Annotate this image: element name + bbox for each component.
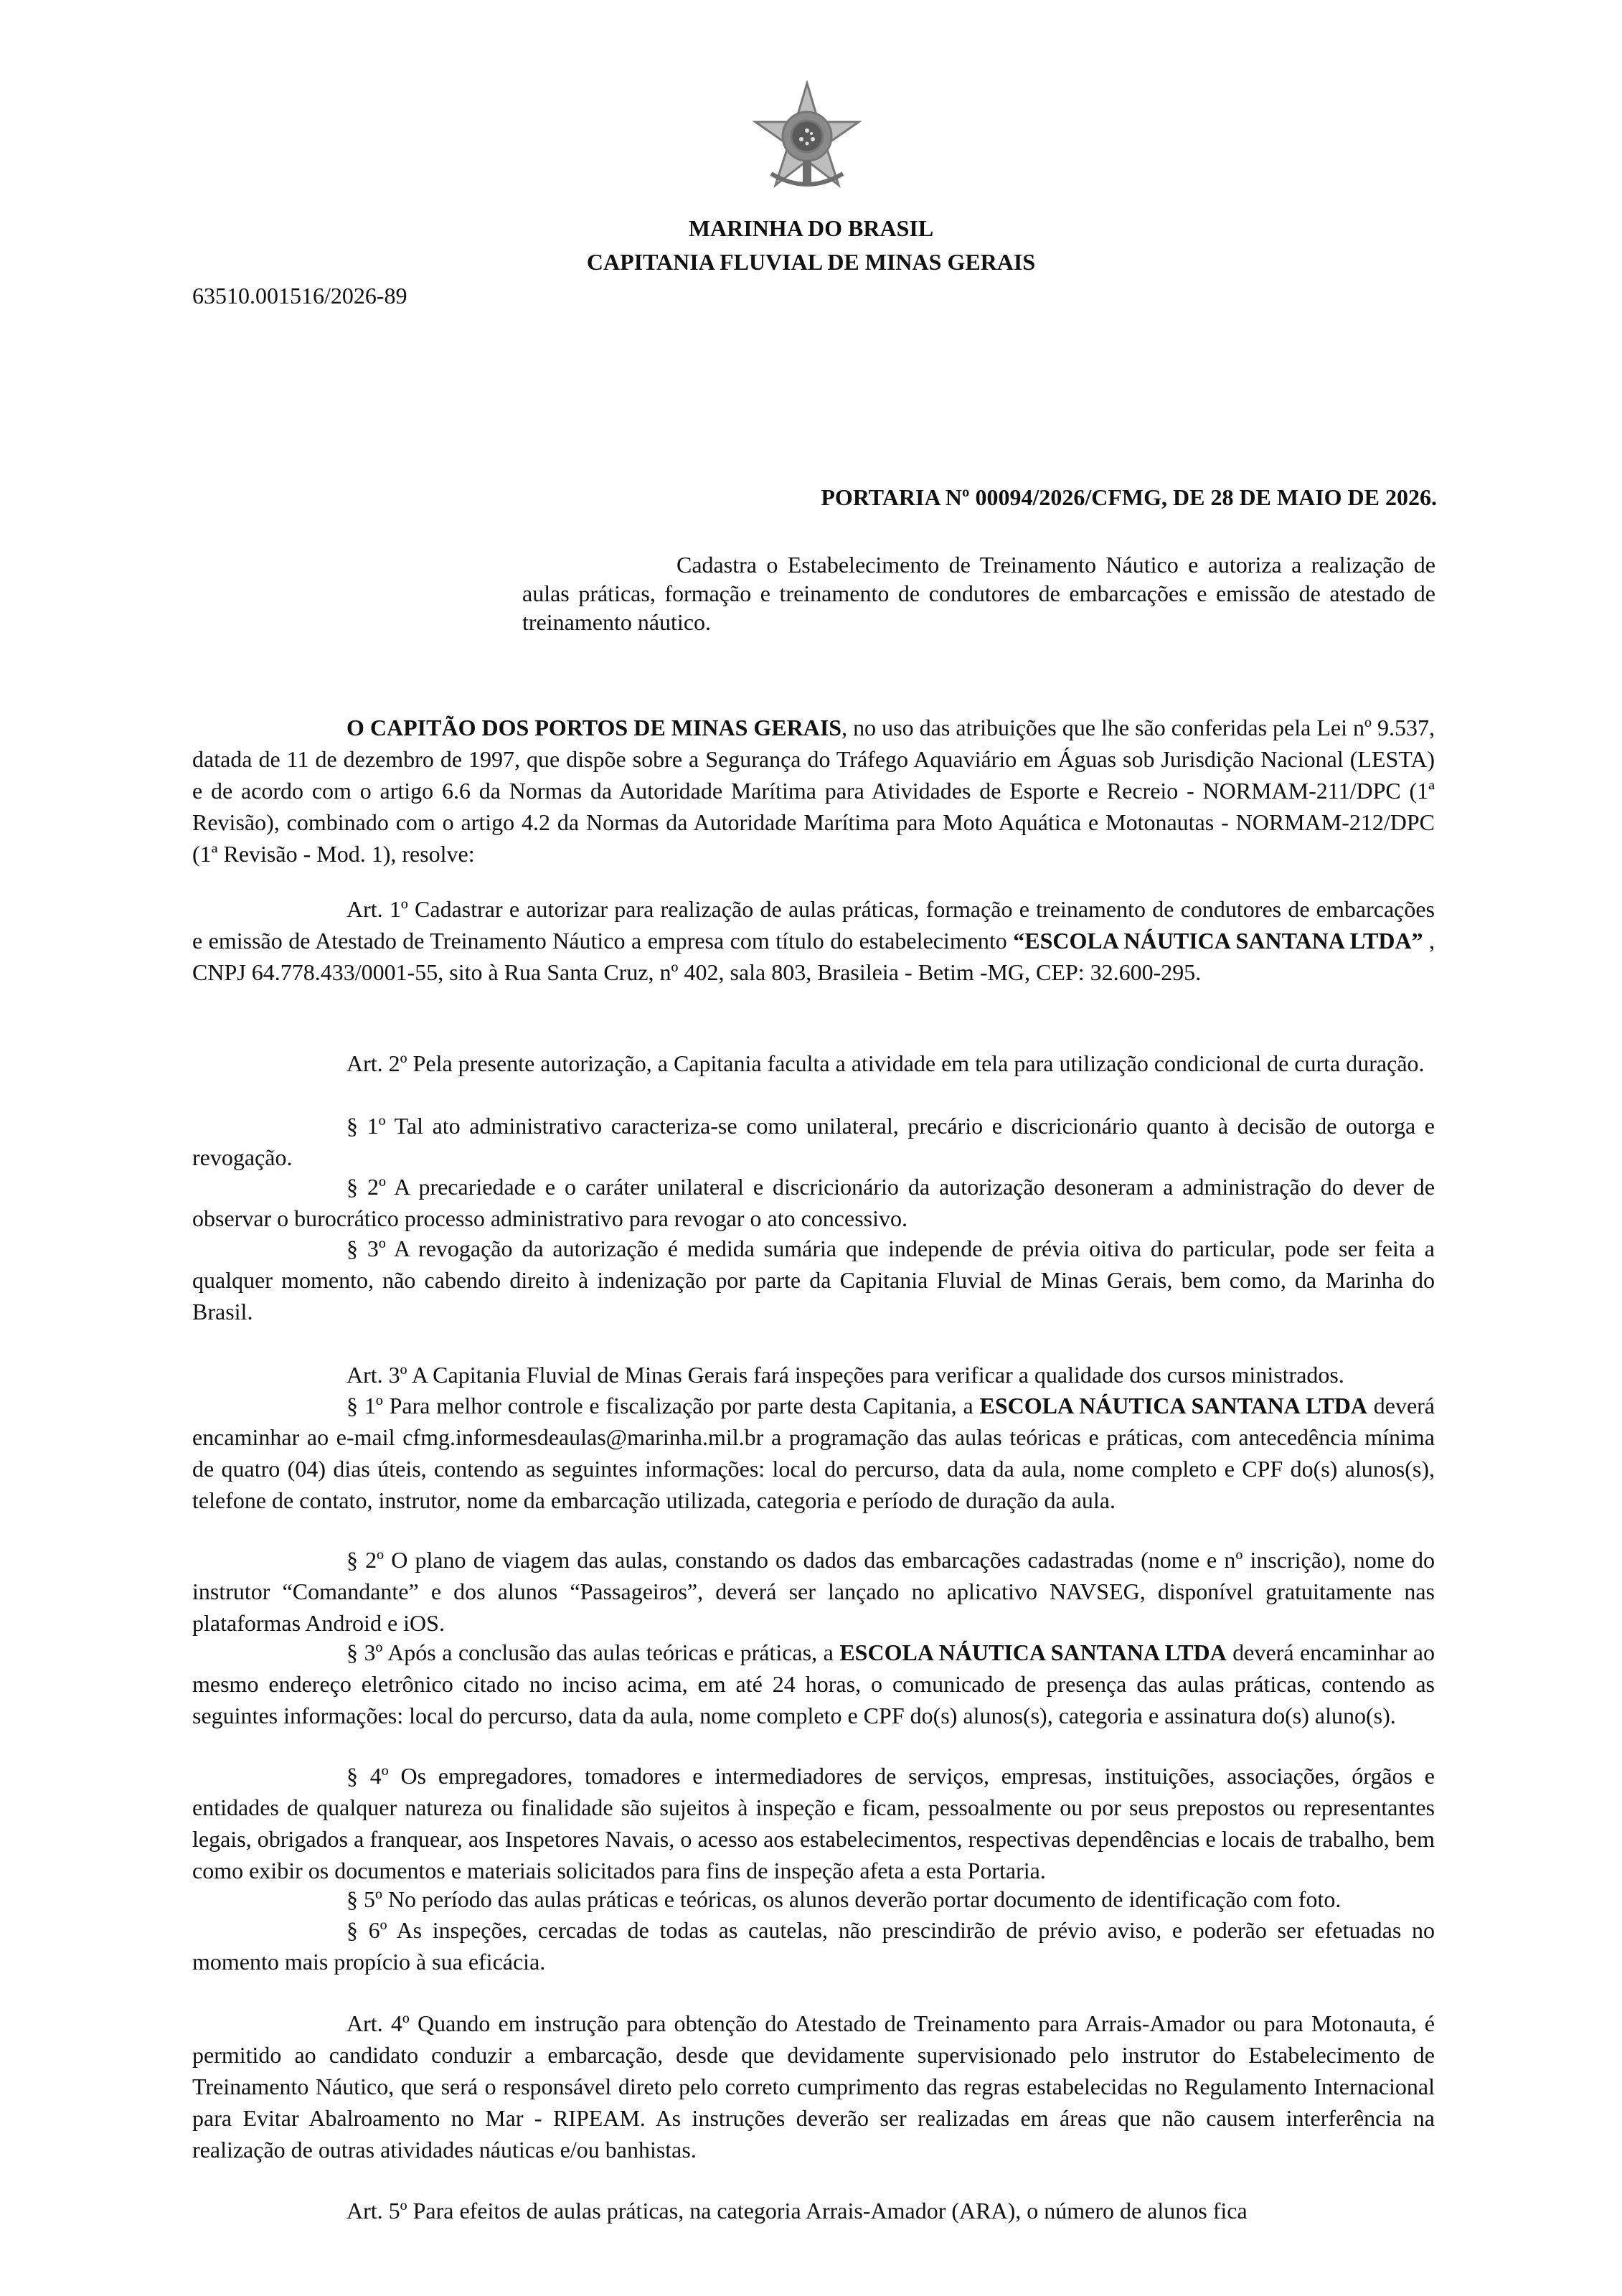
art2-paragraph-3: § 3º A revogação da autorização é medida sumária que independe de prévia oitiva do particular, pode ser feita a qualquer momento, não cabendo direito à indenização por parte da Capitania Fluvial de Minas Gerais, bem como, da Marinha do Brasil. xyxy=(192,1236,1435,1325)
art2-paragraph-1: § 1º Tal ato administrativo caracteriza-se como unilateral, precário e discricionário quanto à decisão de outorga e revogação. xyxy=(192,1113,1435,1170)
art5-paragraph: Art. 5º Para efeitos de aulas práticas, na categoria Arrais-Amador (ARA), o número de alunos fica xyxy=(346,2198,1248,2224)
art3-paragraph-1 xyxy=(192,1390,1435,1516)
art1-text-b: , CNPJ 64.778.433/0001-55, sito à Rua Santa Cruz, nº 402, sala 803, Brasileia - Betim -MG, CEP: 32.600-295. xyxy=(192,928,1435,985)
art3-paragraph-5: § 5º No período das aulas práticas e teóricas, os alunos deverão portar documento de identificação com foto. xyxy=(346,1886,1342,1912)
art3-paragraph-3 xyxy=(192,1637,1435,1731)
brasao-republica-icon xyxy=(750,80,864,195)
art3-p3-text-b: deverá encaminhar ao mesmo endereço eletrônico citado no inciso acima, em até 24 horas, o comunicado de presença das aulas práticas, contendo as seguintes informações: local do percurso, data da aula, nome completo e CPF do(s) alunos(s), categoria e assinatura do(s) aluno(s). xyxy=(192,1639,1435,1728)
art3-p1-company: ESCOLA NÁUTICA SANTANA LTDA xyxy=(979,1393,1367,1418)
portaria-title: PORTARIA Nº 00094/2026/CFMG, DE 28 DE MAIO DE 2026. xyxy=(821,484,1437,510)
art3-paragraph-2: § 2º O plano de viagem das aulas, constando os dados das embarcações cadastradas (nome e nº inscrição), nome do instrutor “Comandante” e dos alunos “Passageiros”, deverá ser lançado no aplicativo NAVSEG, disponível gratuitamente nas plataformas Android e iOS. xyxy=(192,1547,1435,1636)
preamble-paragraph xyxy=(192,712,1435,870)
art3-paragraph-6: § 6º As inspeções, cercadas de todas as cautelas, não prescindirão de prévio aviso, e poderão ser efetuadas no momento mais propício à sua eficácia. xyxy=(192,1917,1435,1975)
art3-caput: Art. 3º A Capitania Fluvial de Minas Gerais fará inspeções para verificar a qualidade dos cursos ministrados. xyxy=(346,1362,1344,1388)
art1-paragraph xyxy=(192,893,1435,988)
art3-paragraph-4: § 4º Os empregadores, tomadores e intermediadores de serviços, empresas, instituições, associações, órgãos e entidades de qualquer natureza ou finalidade são sujeitos à inspeção e ficam, pessoalmente ou por seus prepostos ou representantes legais, obrigados a franquear, aos Inspetores Navais, o acesso aos estabelecimentos, respectivas dependências e locais de trabalho, bem como exibir os documentos e materiais solicitados para fins de inspeção afeta a esta Portaria. xyxy=(192,1763,1435,1883)
art2-caput: Art. 2º Pela presente autorização, a Capitania faculta a atividade em tela para utilização condicional de curta duração. xyxy=(346,1050,1425,1076)
art3-p1-text-b: deverá encaminhar ao e-mail cfmg.informesdeaulas@marinha.mil.br a programação das aulas teóricas e práticas, com antecedência mínima de quatro (04) dias úteis, contendo as seguintes informações: local do percurso, data da aula, nome completo e CPF do(s) alunos(s), telefone de contato, instrutor, nome da embarcação utilizada, categoria e período de duração da aula. xyxy=(192,1393,1435,1513)
org-name-line2: CAPITANIA FLUVIAL DE MINAS GERAIS xyxy=(586,249,1036,275)
art2-paragraph-2: § 2º A precariedade e o caráter unilateral e discricionário da autorização desoneram a administração do dever de observar o burocrático processo administrativo para revogar o ato concessivo. xyxy=(192,1174,1435,1231)
protocol-number: 63510.001516/2026-89 xyxy=(192,283,407,309)
art1-company: “ESCOLA NÁUTICA SANTANA LTDA” xyxy=(1013,928,1423,954)
org-name-line1: MARINHA DO BRASIL xyxy=(688,215,934,241)
art3-p3-text-a: § 3º Após a conclusão das aulas teóricas e práticas, a xyxy=(346,1639,840,1665)
art4-paragraph: Art. 4º Quando em instrução para obtenção do Atestado de Treinamento para Arrais-Amador ou para Motonauta, é permitido ao candidato conduzir a embarcação, desde que devidamente supervisionado pelo instrutor do Estabelecimento de Treinamento Náutico, que será o responsável direto pelo correto cumprimento das regras estabelecidas no Regulamento Internacional para Evitar Abalroamento no Mar - RIPEAM. As instruções deverão ser realizadas em áreas que não causem interferência na realização de outras atividades náuticas e/ou banhistas. xyxy=(192,2010,1435,2163)
preamble-authority: O CAPITÃO DOS PORTOS DE MINAS GERAIS xyxy=(346,715,842,740)
art3-p1-text-a: § 1º Para melhor controle e fiscalização por parte desta Capitania, a xyxy=(346,1393,980,1418)
ementa: Cadastra o Estabelecimento de Treinamento Náutico e autoriza a realização de aulas práticas, formação e treinamento de condutores de embarcações e emissão de atestado de treinamento náutico. xyxy=(522,552,1435,635)
preamble-text: , no uso das atribuições que lhe são conferidas pela Lei nº 9.537, datada de 11 de dezembro de 1997, que dispõe sobre a Segurança do Tráfego Aquaviário em Águas sob Jurisdição Nacional (LESTA) e de acordo com o artigo 6.6 da Normas da Autoridade Marítima para Atividades de Esporte e Recreio - NORMAM-211/DPC (1ª Revisão), combinado com o artigo 4.2 da Normas da Autoridade Marítima para Moto Aquática e Motonautas - NORMAM-212/DPC (1ª Revisão - Mod. 1), resolve: xyxy=(192,715,1435,867)
art3-p3-company: ESCOLA NÁUTICA SANTANA LTDA xyxy=(839,1639,1227,1665)
art1-text-a: Art. 1º Cadastrar e autorizar para realização de aulas práticas, formação e treinamento de condutores de embarcações e emissão de Atestado de Treinamento Náutico a empresa com título do estabelecimento xyxy=(192,896,1435,954)
